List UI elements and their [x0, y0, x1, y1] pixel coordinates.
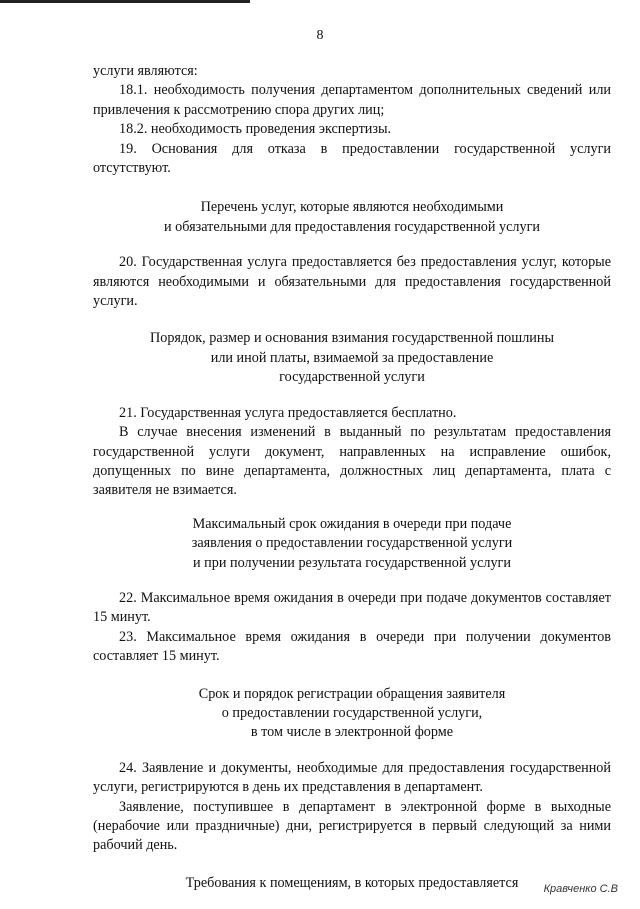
section-heading-queue: Максимальный срок ожидания в очереди при подаче заявления о предоставлении государственной услуги и при получении результата государственной услуги	[191, 515, 513, 571]
paragraph-21-note: В случае внесения изменений в выданный по результатам предоставления государственной услуги документ, направленных на исправление ошибок, допущенных по вине департамента, должностных лиц департамента, плата с заявителя не взимается.	[93, 424, 611, 499]
paragraph-23: 23. Максимальное время ожидания в очереди при получении документов составляет 15 минут.	[93, 628, 611, 665]
paragraph-continuation: услуги являются:	[93, 63, 198, 79]
paragraph-24: 24. Заявление и документы, необходимые для предоставления государственной услуги, регистрируются в день их представления в департамент.	[93, 759, 611, 796]
paragraph-24-note: Заявление, поступившее в департамент в электронной форме в выходные (нерабочие или праздничные) дни, регистрируется в первый следующий за ними рабочий день.	[93, 798, 611, 854]
section-heading-services: Перечень услуг, которые являются необходимыми и обязательными для предоставления государственной услуги	[163, 199, 541, 235]
document-body	[93, 62, 611, 909]
paragraph-18-2: 18.2. необходимость проведения экспертизы.	[119, 121, 392, 138]
top-rule	[0, 0, 250, 3]
paragraph-22: 22. Максимальное время ожидания в очереди при подаче документов составляет 15 минут.	[93, 589, 611, 626]
author-footer: Кравченко С.В	[543, 883, 618, 895]
section-heading-premises: Требования к помещениям, в которых предоставляется	[185, 874, 519, 891]
paragraph-21: 21. Государственная услуга предоставляется бесплатно.	[119, 404, 457, 421]
page-number: 8	[316, 28, 324, 43]
paragraph-20: 20. Государственная услуга предоставляется без предоставления услуг, которые являются необходимыми и обязательными для предоставления государственной услуги.	[93, 254, 611, 310]
paragraph-19: 19. Основания для отказа в предоставлении государственной услуги отсутствуют.	[93, 140, 611, 177]
section-heading-registration: Срок и порядок регистрации обращения заявителя о предоставлении государственной услуги, в том числе в электронной форме	[198, 685, 506, 741]
section-heading-fee: Порядок, размер и основания взимания государственной пошлины или иной платы, взимаемой за предоставление государственной услуги	[149, 330, 554, 386]
paragraph-18-1: 18.1. необходимость получения департаментом дополнительных сведений или привлечения к рассмотрению спора других лиц;	[93, 82, 611, 118]
